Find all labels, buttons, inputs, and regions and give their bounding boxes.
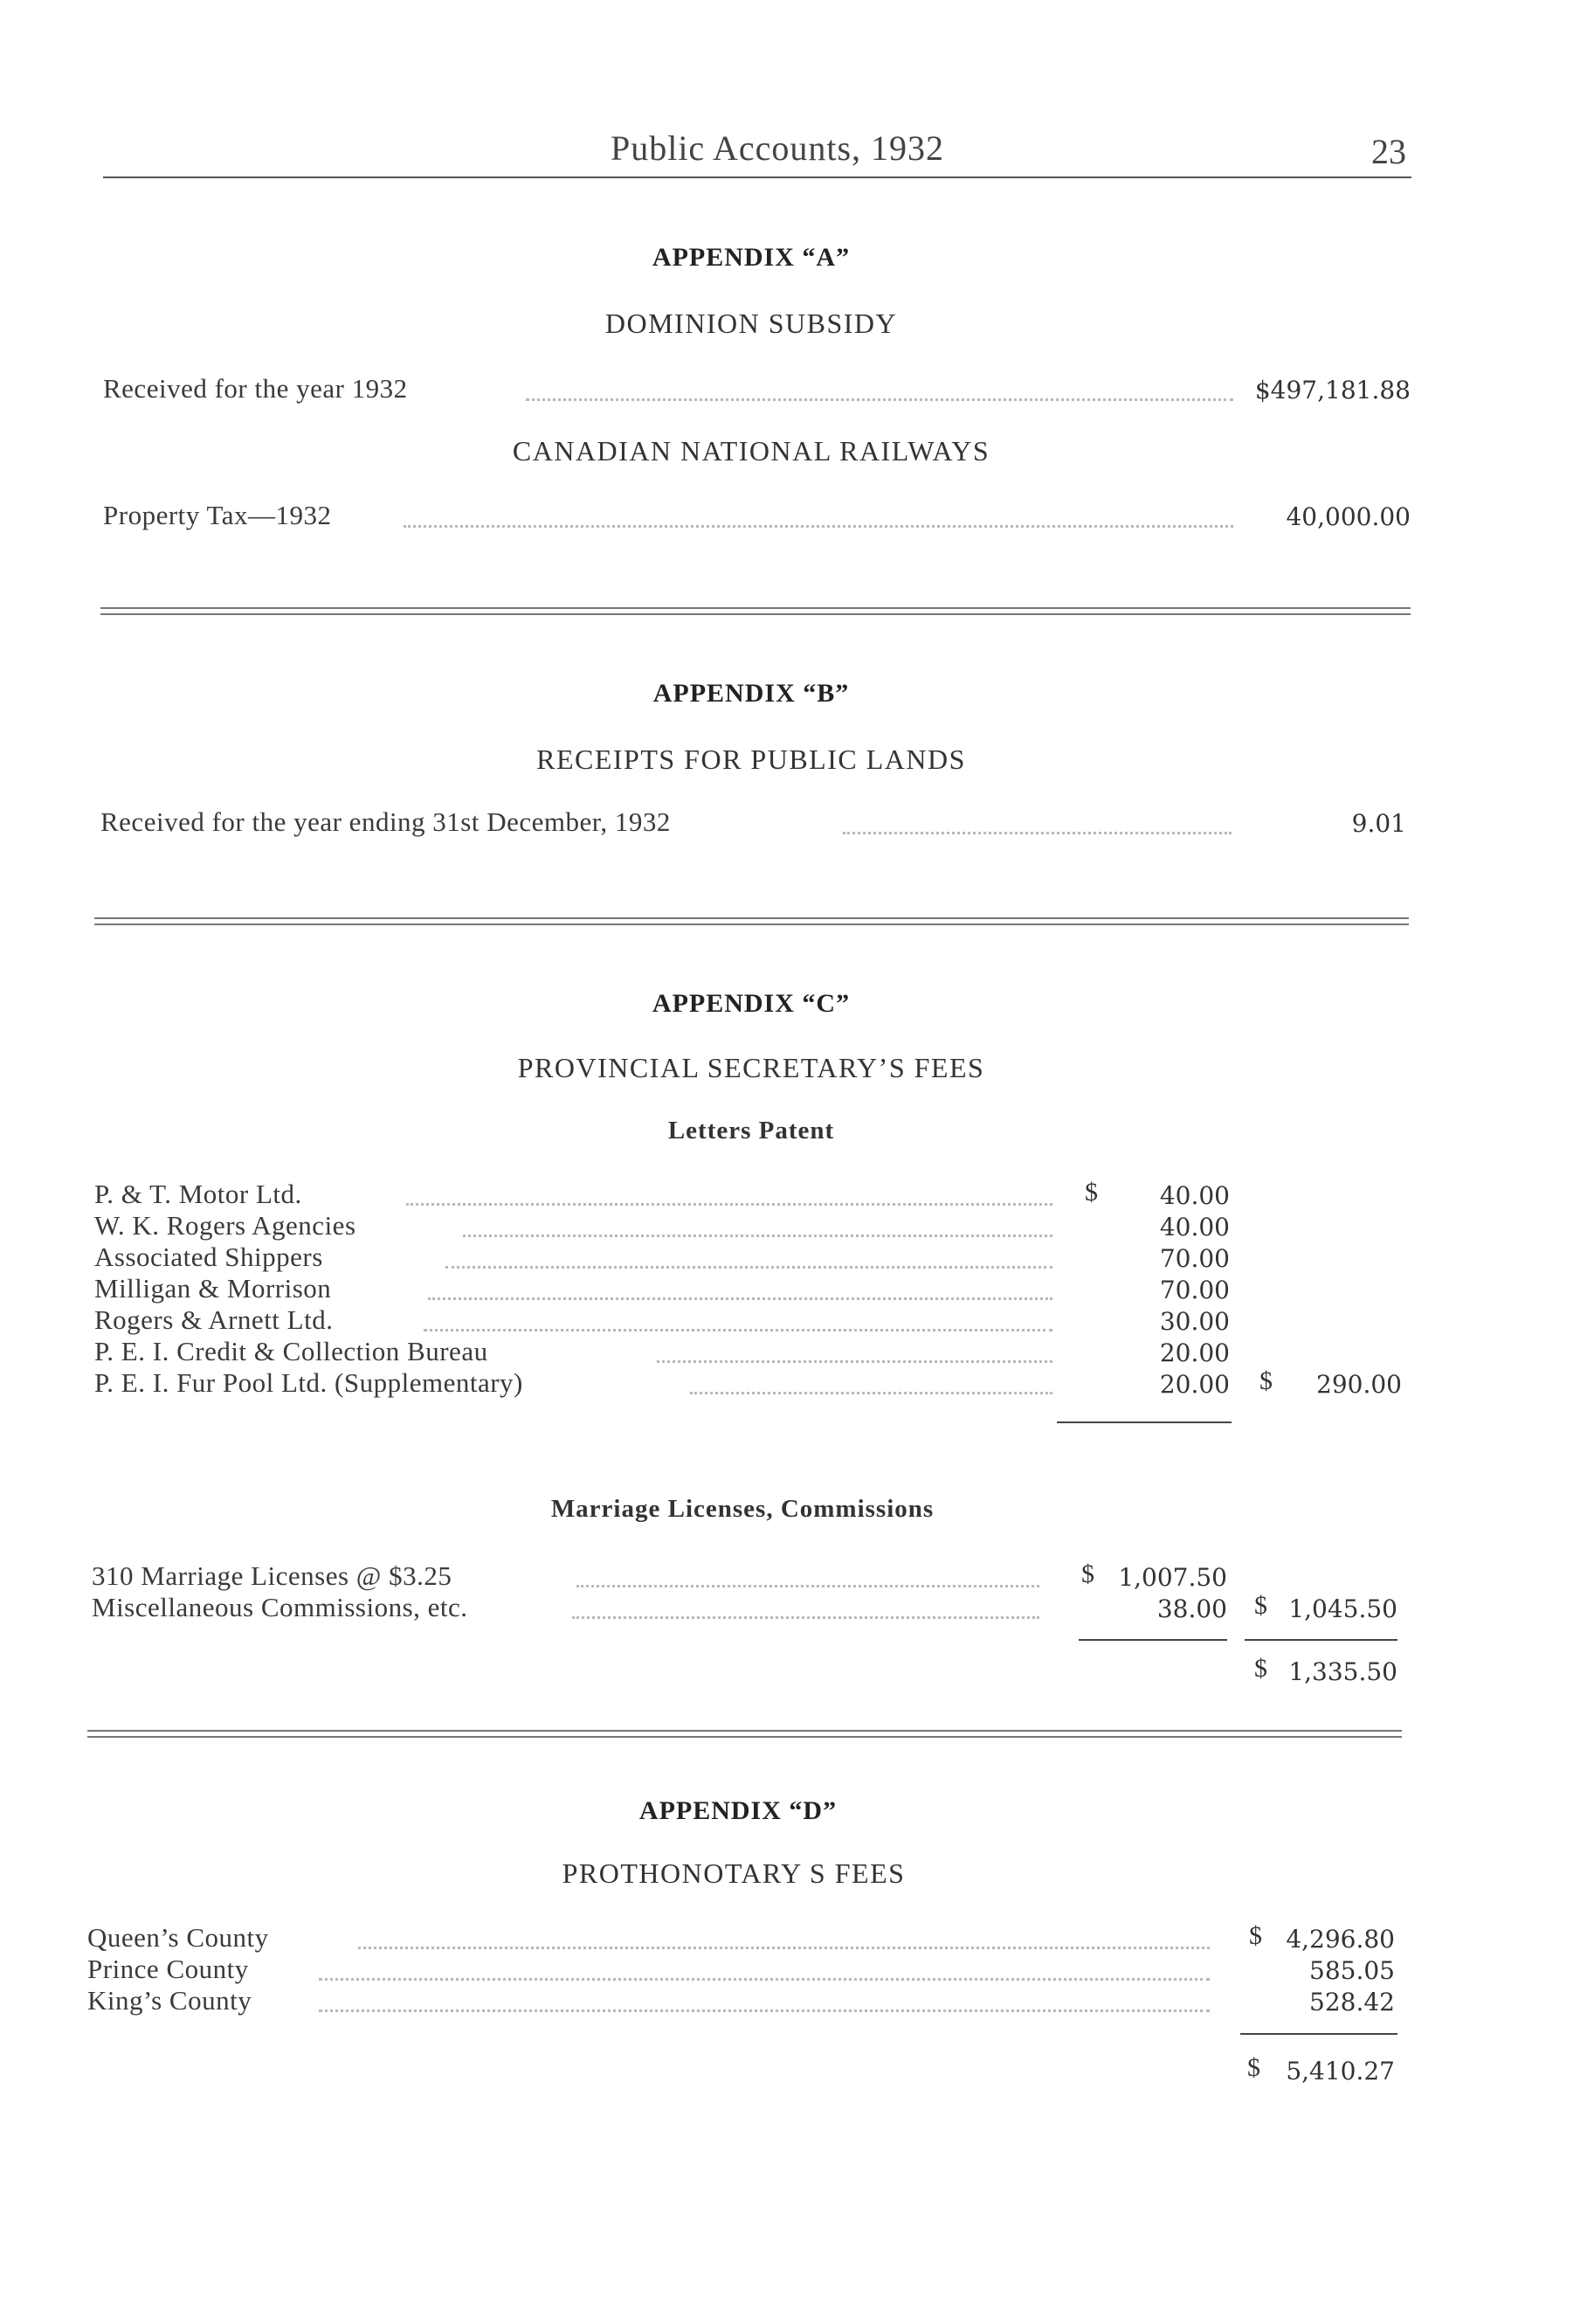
leader-dots: [404, 525, 1233, 528]
lp-row-amount: 40.00: [1159, 1181, 1230, 1210]
appendix-b-heading: APPENDIX “B”: [652, 679, 850, 708]
county-row-label: Queen’s County: [87, 1922, 269, 1953]
public-lands-heading: RECEIPTS FOR PUBLIC LANDS: [536, 744, 966, 775]
leader-dots: [319, 2009, 1210, 2012]
marriage-row-amount: 38.00: [1156, 1594, 1227, 1623]
leader-dots: [406, 1203, 1052, 1206]
cnr-heading: CANADIAN NATIONAL RAILWAYS: [512, 435, 990, 467]
leader-dots: [526, 398, 1233, 401]
appendix-a-heading: APPENDIX “A”: [652, 243, 851, 272]
section-divider: [100, 607, 1411, 615]
leader-dots: [358, 1947, 1210, 1949]
leader-dots: [319, 1978, 1210, 1981]
county-row-amount: 528.42: [1309, 1988, 1395, 2016]
grand-total-amount: 1,335.50: [1288, 1657, 1397, 1686]
appendix-d-total-dollar: $: [1247, 2053, 1260, 2082]
total-rule: [1240, 2033, 1397, 2035]
county-row-amount: 585.05: [1309, 1956, 1395, 1985]
leader-dots: [428, 1297, 1052, 1300]
running-header-title: Public Accounts, 1932: [610, 128, 945, 168]
leader-dots: [843, 832, 1232, 834]
public-lands-amount: 9.01: [1351, 809, 1406, 838]
property-tax-label: Property Tax—1932: [103, 500, 332, 530]
dominion-subsidy-heading: DOMINION SUBSIDY: [604, 308, 898, 339]
grand-total-dollar: $: [1254, 1654, 1267, 1683]
provincial-secretary-heading: PROVINCIAL SECRETARY’S FEES: [517, 1052, 985, 1083]
lp-row-label: Milligan & Morrison: [94, 1273, 332, 1304]
county-row-label: King’s County: [87, 1985, 252, 2016]
lp-row-amount: 70.00: [1159, 1244, 1230, 1273]
lp-row-amount: 40.00: [1159, 1213, 1230, 1242]
header-rule: [103, 176, 1411, 178]
prothonotary-heading: PROTHONOTARY S FEES: [562, 1857, 906, 1889]
leader-dots: [445, 1266, 1052, 1269]
subtotal-rule: [1245, 1639, 1397, 1641]
letters-patent-heading: Letters Patent: [667, 1117, 835, 1145]
subtotal-rule: [1057, 1421, 1232, 1423]
property-tax-amount: 40,000.00: [1286, 502, 1411, 531]
dominion-subsidy-amount: $497,181.88: [1254, 376, 1411, 405]
page-number: 23: [1371, 132, 1406, 171]
dominion-subsidy-label: Received for the year 1932: [103, 373, 408, 404]
appendix-d-heading: APPENDIX “D”: [638, 1796, 838, 1825]
subtotal-rule: [1079, 1639, 1227, 1641]
lp-total-amount: 290.00: [1316, 1370, 1402, 1399]
marriage-row-label: Miscellaneous Commissions, etc.: [92, 1592, 468, 1622]
leader-dots: [690, 1392, 1052, 1394]
lp-row-dollar: $: [1085, 1178, 1098, 1207]
leader-dots: [424, 1329, 1052, 1331]
public-lands-label: Received for the year ending 31st December, 1932: [100, 806, 671, 837]
lp-row-amount: 20.00: [1159, 1370, 1230, 1399]
lp-row-label: Rogers & Arnett Ltd.: [94, 1304, 334, 1335]
county-row-label: Prince County: [87, 1954, 249, 1984]
county-row-amount: 4,296.80: [1286, 1925, 1395, 1954]
leader-dots: [572, 1616, 1039, 1619]
appendix-d-total-amount: 5,410.27: [1286, 2057, 1395, 2085]
leader-dots: [463, 1235, 1052, 1237]
lp-row-amount: 20.00: [1159, 1338, 1230, 1367]
lp-row-label: Associated Shippers: [94, 1242, 323, 1272]
marriage-row-label: 310 Marriage Licenses @ $3.25: [92, 1560, 452, 1591]
marriage-total-amount: 1,045.50: [1288, 1594, 1397, 1623]
lp-row-label: P. E. I. Fur Pool Ltd. (Supplementary): [94, 1367, 523, 1398]
marriage-licenses-heading: Marriage Licenses, Commissions: [550, 1495, 935, 1523]
appendix-c-heading: APPENDIX “C”: [652, 989, 851, 1018]
marriage-row-amount: 1,007.50: [1118, 1563, 1227, 1592]
lp-row-amount: 70.00: [1159, 1276, 1230, 1304]
lp-total-dollar: $: [1259, 1366, 1273, 1395]
leader-dots: [576, 1585, 1039, 1587]
lp-row-label: P. & T. Motor Ltd.: [94, 1179, 302, 1209]
lp-row-amount: 30.00: [1159, 1307, 1230, 1336]
county-row-dollar: $: [1249, 1921, 1262, 1950]
marriage-row-dollar: $: [1081, 1560, 1094, 1588]
section-divider: [87, 1730, 1402, 1738]
marriage-total-dollar: $: [1254, 1591, 1267, 1620]
lp-row-label: P. E. I. Credit & Collection Bureau: [94, 1336, 488, 1366]
lp-row-label: W. K. Rogers Agencies: [94, 1210, 356, 1241]
leader-dots: [657, 1360, 1052, 1363]
section-divider: [94, 917, 1409, 925]
